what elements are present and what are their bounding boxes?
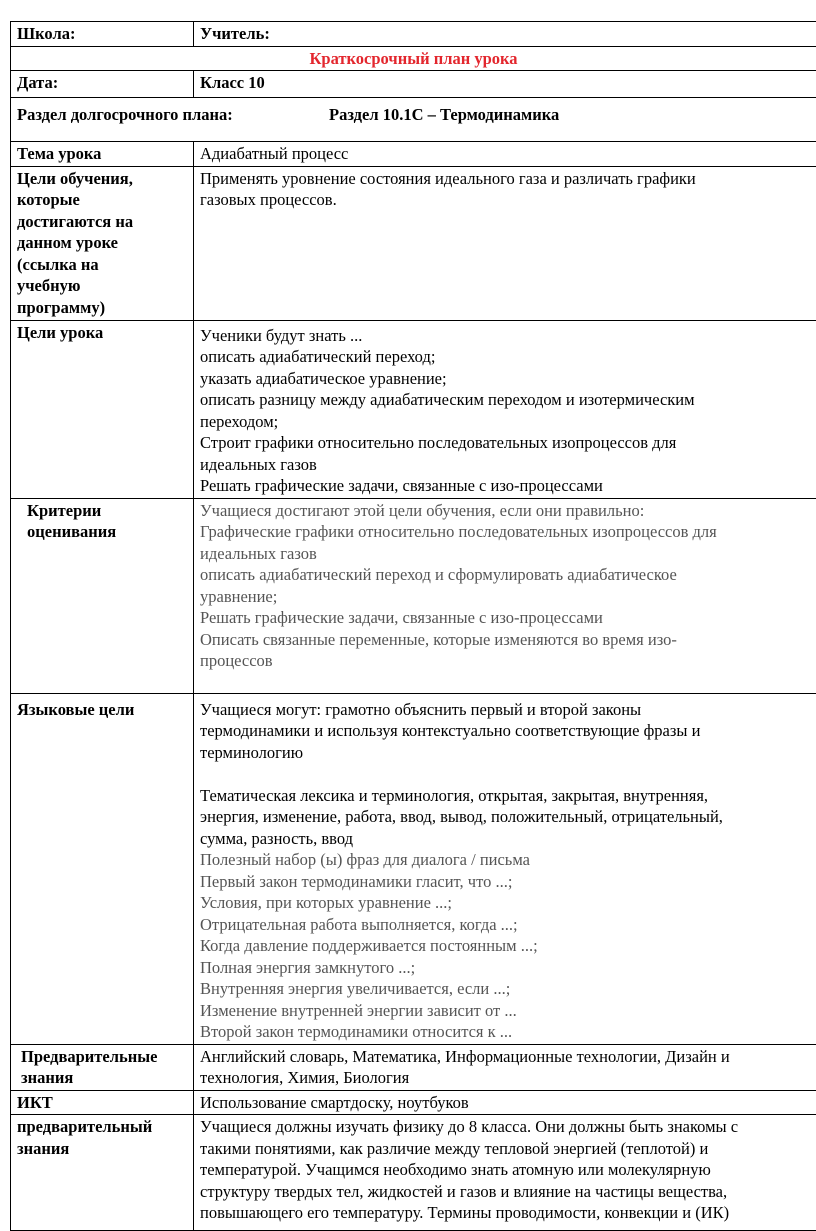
phrase-line: Изменение внутренней энергии зависит от ... — [200, 1000, 810, 1022]
criteria-line: Учащиеся достигают этой цели обучения, если они правильно: — [200, 500, 810, 522]
learning-goals-label — [11, 166, 194, 320]
vocab-line: сумма, разность, ввод — [200, 828, 810, 850]
long-term-cell — [11, 98, 816, 142]
prior-knowledge-2-line: Учащиеся должны изучать физику до 8 класса. Они должны быть знакомы с — [200, 1116, 810, 1138]
lesson-goal-line: идеальных газов — [200, 454, 810, 476]
vocab-line: Тематическая лексика и терминология, открытая, закрытая, внутренняя, — [200, 785, 810, 807]
long-term-label: Раздел долгосрочного плана: — [17, 104, 329, 126]
learning-goals-line: газовых процессов. — [200, 189, 810, 211]
criteria-line: уравнение; — [200, 586, 810, 608]
criteria-label — [11, 498, 194, 693]
spacer — [200, 763, 810, 785]
lesson-goal-line: Строит графики относительно последовательных изопроцессов для — [200, 432, 810, 454]
language-goals-text — [194, 693, 816, 1044]
plan-title: Краткосрочный план урока — [11, 46, 816, 71]
class-label: Класс 10 — [194, 71, 816, 98]
learning-goals-label-line: Цели обучения, — [17, 168, 187, 190]
long-term-row — [11, 98, 816, 142]
language-goals-label: Языковые цели — [11, 693, 194, 1044]
topic-label: Тема урока — [11, 142, 194, 167]
learning-goals-line: Применять уровнение состояния идеального газа и различать графики — [200, 168, 810, 190]
lesson-goal-line: Ученики будут знать ... — [200, 325, 810, 347]
prior-knowledge-2-line: такими понятиями, как различие между тепловой энергией (теплотой) и — [200, 1138, 810, 1160]
phrase-line: Полная энергия замкнутого ...; — [200, 957, 810, 979]
prior-knowledge-line: Английский словарь, Математика, Информационные технологии, Дизайн и — [200, 1046, 810, 1068]
prior-knowledge-label-line: знания — [21, 1067, 187, 1089]
learning-goals-label-line: (ссылка на — [17, 254, 187, 276]
learning-goals-label-line: которые — [17, 189, 187, 211]
phrase-line: Внутренняя энергия увеличивается, если ...; — [200, 978, 810, 1000]
criteria-line: описать адиабатический переход и сформулировать адиабатическое — [200, 564, 810, 586]
lesson-goals-row — [11, 320, 816, 498]
prior-knowledge-label-line: Предварительные — [21, 1046, 187, 1068]
criteria-row — [11, 498, 816, 693]
ict-row — [11, 1090, 816, 1115]
topic-value: Адиабатный процесс — [194, 142, 816, 167]
lesson-goal-line: описать адиабатический переход; — [200, 346, 810, 368]
prior-knowledge-2-label — [11, 1115, 194, 1231]
language-intro-line: термодинамики и используя контекстуально соответствующие фразы и — [200, 720, 810, 742]
learning-goals-text — [194, 166, 816, 320]
prior-knowledge-2-row — [11, 1115, 816, 1231]
lesson-goals-label: Цели урока — [11, 320, 194, 498]
ict-value: Использование смартдоску, ноутбуков — [194, 1090, 816, 1115]
lesson-goal-line: переходом; — [200, 411, 810, 433]
long-term-value: Раздел 10.1С – Термодинамика — [329, 104, 559, 126]
prior-knowledge-line: технология, Химия, Биология — [200, 1067, 810, 1089]
learning-goals-label-line: достигаются на — [17, 211, 187, 233]
learning-goals-label-line: данном уроке — [17, 232, 187, 254]
prior-knowledge-label — [11, 1044, 194, 1090]
learning-goals-label-line: учебную — [17, 275, 187, 297]
school-label: Школа: — [11, 22, 194, 47]
criteria-label-line: оценивания — [27, 521, 187, 543]
lesson-goal-line: описать разницу между адиабатическим переходом и изотермическим — [200, 389, 810, 411]
lesson-plan-table — [10, 21, 816, 1231]
prior-knowledge-2-line: структуру твердых тел, жидкостей и газов и влияние на частицы вещества, — [200, 1181, 810, 1203]
language-intro-line: Учащиеся могут: грамотно объяснить первый и второй законы — [200, 699, 810, 721]
phrase-line: Второй закон термодинамики относится к ... — [200, 1021, 810, 1043]
vocab-line: энергия, изменение, работа, ввод, вывод, положительный, отрицательный, — [200, 806, 810, 828]
ict-label: ИКТ — [11, 1090, 194, 1115]
criteria-line: Описать связанные переменные, которые изменяются во время изо- — [200, 629, 810, 651]
lesson-goal-line: Решать графические задачи, связанные с изо-процессами — [200, 475, 810, 497]
phrase-line: Первый закон термодинамики гласит, что ...; — [200, 871, 810, 893]
learning-goals-row — [11, 166, 816, 320]
criteria-text — [194, 498, 816, 693]
phrase-line: Отрицательная работа выполняется, когда ...; — [200, 914, 810, 936]
criteria-line: идеальных газов — [200, 543, 810, 565]
lesson-goals-text — [194, 320, 816, 498]
phrase-line: Условия, при которых уравнение ...; — [200, 892, 810, 914]
criteria-label-line: Критерии — [27, 500, 187, 522]
school-row — [11, 22, 816, 47]
prior-knowledge-2-label-line: знания — [17, 1138, 187, 1160]
criteria-line: Решать графические задачи, связанные с изо-процессами — [200, 607, 810, 629]
language-intro-line: терминологию — [200, 742, 810, 764]
learning-goals-label-line: программу) — [17, 297, 187, 319]
prior-knowledge-2-label-line: предварительный — [17, 1116, 187, 1138]
phrase-line: Когда давление поддерживается постоянным ...; — [200, 935, 810, 957]
topic-row — [11, 142, 816, 167]
lesson-goal-line: указать адиабатическое уравнение; — [200, 368, 810, 390]
teacher-label: Учитель: — [194, 22, 816, 47]
prior-knowledge-2-line: температурой. Учащимся необходимо знать атомную или молекулярную — [200, 1159, 810, 1181]
prior-knowledge-2-line: повышающего его температуру. Термины проводимости, конвекции и (ИК) — [200, 1202, 810, 1224]
language-goals-row — [11, 693, 816, 1044]
prior-knowledge-2-text — [194, 1115, 816, 1231]
criteria-line: процессов — [200, 650, 810, 672]
criteria-line: Графические графики относительно последовательных изопроцессов для — [200, 521, 810, 543]
date-label: Дата: — [11, 71, 194, 98]
prior-knowledge-row — [11, 1044, 816, 1090]
phrase-line: Полезный набор (ы) фраз для диалога / письма — [200, 849, 810, 871]
date-row — [11, 71, 816, 98]
prior-knowledge-text — [194, 1044, 816, 1090]
title-row — [11, 46, 816, 71]
